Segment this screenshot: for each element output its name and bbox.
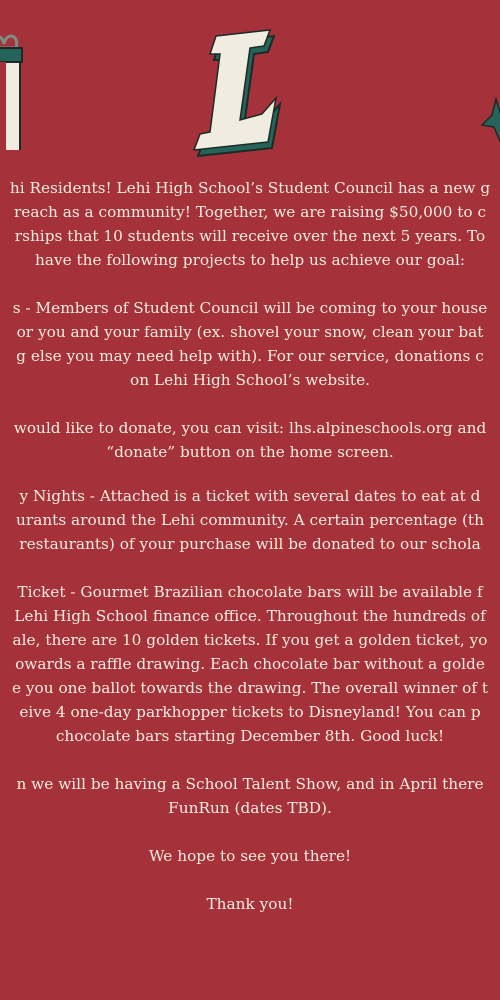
star-icon — [480, 95, 500, 145]
gift-icon — [0, 30, 28, 150]
donate-paragraph: would like to donate, you can visit: lhs.alpineschools.org and “donate” button on the home screen. — [13, 419, 487, 461]
hope-to-see-you: We hope to see you there! — [148, 847, 352, 865]
flyer-body — [0, 176, 500, 940]
events-paragraph: n we will be having a School Talent Show, and in April there FunRun (dates TBD). — [16, 775, 484, 817]
golden-ticket-paragraph: Ticket - Gourmet Brazilian chocolate bars will be available f Lehi High School finance office. Throughout the hundreds of ale, there are 10 golden tickets. If you get a golden ticket, yo owards a raffle drawing. Each chocolate bar without a golde e you one ballot towards the drawing. The overall winner of t eive 4 one-day parkhopper tickets to Disneyland! You can p chocolate bars starting December 8th. Good luck! — [11, 583, 488, 745]
dining-nights-paragraph: y Nights - Attached is a ticket with several dates to eat at d urants around the Lehi community. A certain percentage (th restaurants) of your purchase will be donated to our schola — [16, 487, 484, 553]
lehi-l-logo — [188, 28, 288, 163]
thank-you: Thank you! — [206, 895, 294, 913]
service-paragraph: s - Members of Student Council will be coming to your house or you and your family (ex. shovel your snow, clean your bat g else you may need help with). For our service, donations c on Lehi High School’s website. — [12, 299, 488, 389]
intro-paragraph: hi Residents! Lehi High School’s Student Council has a new g reach as a community! Together, we are raising $50,000 to c rships that 10 students will receive over the next 5 years. To have the following projects to help us achieve our goal: — [9, 179, 491, 269]
